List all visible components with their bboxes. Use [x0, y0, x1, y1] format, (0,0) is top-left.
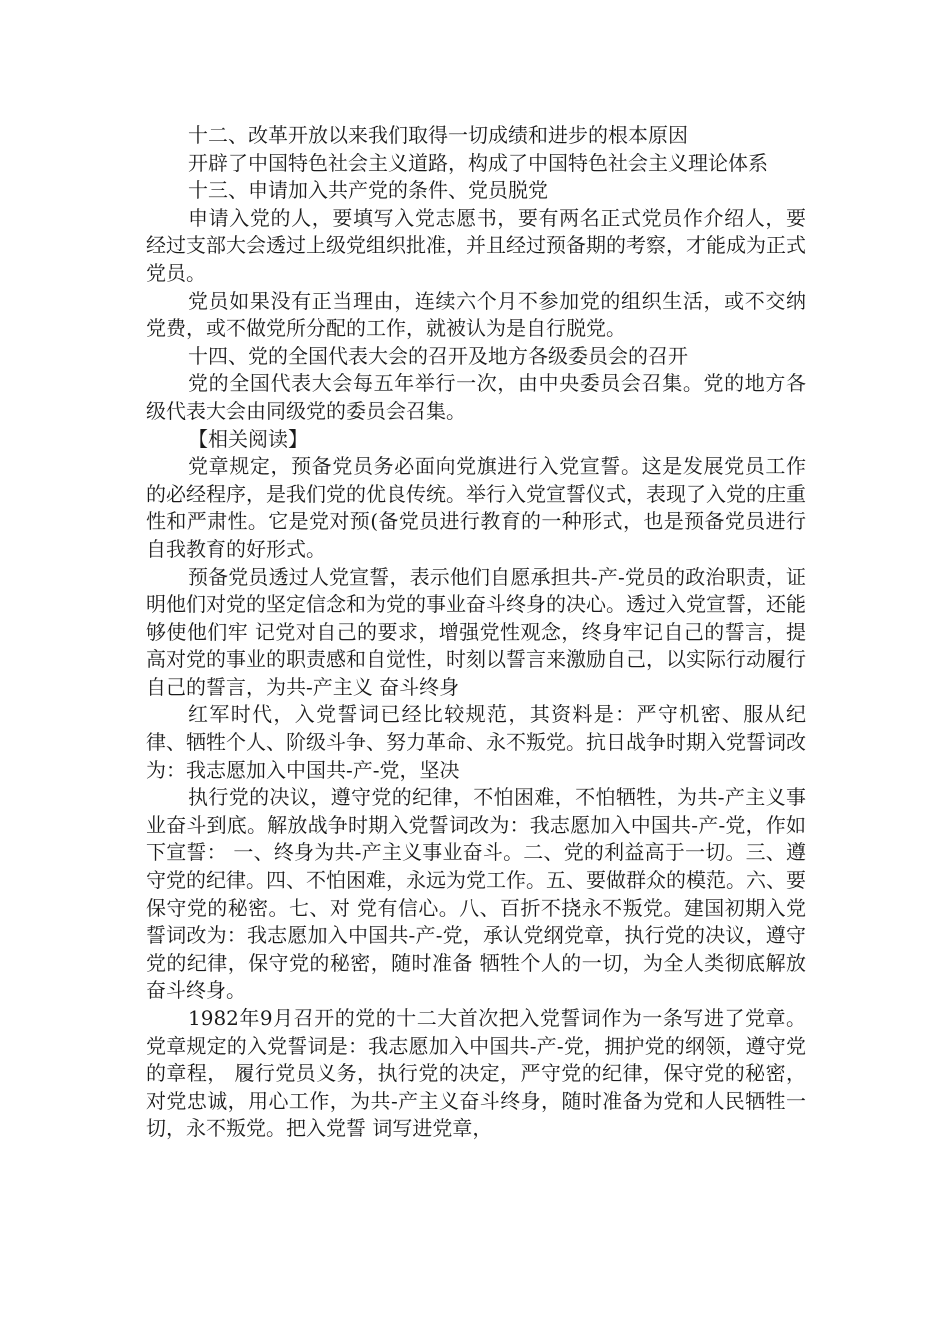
paragraph-oath-3: 红军时代，入党誓词已经比较规范，其资料是：严守机密、服从纪律、牺牲个人、阶级斗争、努力革命、永不叛党。抗日战争时期入党誓词改为：我志愿加入中国共-产-党，坚决 [146, 702, 806, 782]
paragraph-14: 党的全国代表大会每五年举行一次，由中央委员会召集。党的地方各级代表大会由同级党的委员会召集。 [146, 371, 806, 423]
paragraph-13a: 申请入党的人，要填写入党志愿书，要有两名正式党员作介绍人，要经过支部大会透过上级党组织批准，并且经过预备期的考察，才能成为正式党员。 [146, 205, 806, 285]
paragraph-oath-1: 党章规定，预备党员务必面向党旗进行入党宣誓。这是发展党员工作的必经程序，是我们党的优良传统。举行入党宣誓仪式，表现了入党的庄重性和严肃性。它是党对预(备党员进行教育的一种形式，也是预备党员进行自我教育的好形式。 [146, 454, 806, 561]
document-body [146, 122, 806, 1143]
paragraph-13b: 党员如果没有正当理由，连续六个月不参加党的组织生活，或不交纳党费，或不做党所分配的工作，就被认为是自行脱党。 [146, 288, 806, 341]
paragraph-oath-4: 执行党的决议，遵守党的纪律，不怕困难，不怕牺牲，为共-产主义事业奋斗到底。解放战争时期入党誓词改为：我志愿加入中国共-产-党，作如下宣誓： 一、终身为共-产主义事业奋斗。二、党的利益高于一切。三、遵守党的纪律。四、不怕困难，永远为党工作。五、要做群众的模范。六、要保守党的秘密。七、对 党有信心。八、百折不挠永不叛党。建国初期入党誓词改为：我志愿加入中国共-产-党，承认党纲党章，执行党的决议，遵守党的纪律，保守党的秘密，随时准备 牺牲个人的一切，为全人类彻底解放奋斗终身。 [146, 785, 806, 1003]
heading-12: 十二、改革开放以来我们取得一切成绩和进步的根本原因 [188, 123, 688, 147]
paragraph-oath-2: 预备党员透过人党宣誓，表示他们自愿承担共-产-党员的政治职责，证明他们对党的坚定信念和为党的事业奋斗终身的决心。透过入党宣誓，还能够使他们牢 记党对自己的要求，增强党性观念，终身牢记自己的誓言，提高对党的事业的职责感和自觉性，时刻以誓言来激励自己，以实际行动履行自己的誓言，为共-产主义 奋斗终身 [146, 564, 806, 699]
heading-14: 十四、党的全国代表大会的召开及地方各级委员会的召开 [188, 343, 688, 368]
heading-13: 十三、申请加入共产党的条件、党员脱党 [188, 178, 548, 203]
related-reading-heading: 【相关阅读】 [188, 426, 308, 451]
paragraph-oath-5: 1982年9月召开的党的十二大首次把入党誓词作为一条写进了党章。党章规定的入党誓词是：我志愿加入中国共-产-党，拥护党的纲领，遵守党的章程， 履行党员义务，执行党的决定，严守党的纪律，保守党的秘密，对党忠诚，用心工作，为共-产主义奋斗终身，随时准备为党和人民牺牲一切，永不叛党。把入党誓 词写进党章， [146, 1006, 806, 1141]
paragraph-12: 开辟了中国特色社会主义道路，构成了中国特色社会主义理论体系 [188, 150, 768, 175]
